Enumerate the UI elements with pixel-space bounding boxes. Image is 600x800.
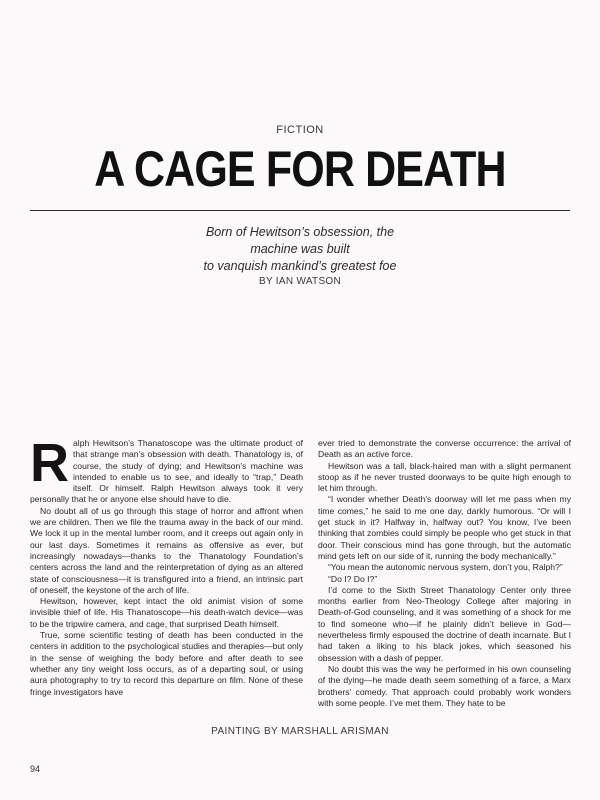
body-paragraph: “Do I? Do I?”	[328, 573, 378, 584]
title-rule	[30, 210, 570, 211]
body-paragraph: Hewitson was a tall, black-haired man with a slight permanent stoop as if he never trusted doorways to be quite high enough to let him through.	[318, 460, 571, 494]
body-column-left	[30, 433, 303, 698]
body-column-right	[318, 438, 571, 709]
illustration-credit: PAINTING BY MARSHALL ARISMAN	[211, 726, 389, 737]
deck-line: machine was built	[250, 242, 350, 256]
body-paragraph: “You mean the autonomic nervous system, don’t you, Ralph?”	[328, 562, 563, 573]
page-number: 94	[30, 764, 41, 774]
deck-line: to vanquish mankind’s greatest foe	[203, 259, 397, 273]
section-label: FICTION	[276, 124, 324, 136]
body-paragraph: No doubt this was the way he performed in his own counseling of the dying—he made death seem something of a farce, a Marx brothers’ comedy. That approach could probably work wonders with some people. I’ve met them. They hate to be	[318, 663, 571, 708]
article-title: A CAGE FOR DEATH	[94, 141, 506, 197]
body-paragraph: “I wonder whether Death’s doorway will let me pass when my time comes,” he said to me one day, darkly humorous. “Or will I get stuck in it? Halfway in, halfway out? You know, I’ve been thinking that zombies could simply be people who get stuck in that door. Their conscious mind has gone through, but the automatic mind gets left on our side of it, running the body mechanically.”	[318, 494, 571, 561]
drop-cap: R	[30, 433, 69, 493]
body-paragraph	[30, 433, 303, 506]
body-paragraph: I’d come to the Sixth Street Thanatology Center only three months earlier from Neo-Theology College after majoring in Death-of-God counseling, and it was something of a shock for me to find someone who—if he plainly didn’t believe in God—nevertheless firmly espoused the doctrine of death incarnate. But I had taken a liking to his black jokes, which seasoned his obsession with a dash of pepper.	[318, 584, 571, 663]
byline: BY IAN WATSON	[258, 276, 342, 287]
article-deck	[0, 224, 600, 275]
body-paragraph: Hewitson, however, kept intact the old animist vision of some invisible thief of life. His Thanatoscope—his death-watch device—was to be the tripwire camera, and cage, that surprised Death himself.	[30, 596, 303, 629]
deck-line: Born of Hewitson’s obsession, the	[205, 225, 395, 239]
body-paragraph: ever tried to demonstrate the converse occurrence: the arrival of Death as an active force.	[318, 438, 571, 460]
paragraph-text: alph Hewitson’s Thanatoscope was the ultimate product of that strange man’s obsession with death. Thanatology is, of course, the study of dying; and Hewitson’s machine was intended to enable us to see, and ideally to “trap,” Death itself. Or himself. Ralph Hewitson always took it very personally that he or anyone else should have to die.	[30, 438, 303, 505]
body-paragraph: No doubt all of us go through this stage of horror and affront when we are children. Then we file the trauma away in the back of our mind. We lock it up in the mental lumber room, and it creeps out again only in our last days. Sometimes it remains as offensive as ever, but increasingly nowadays—thanks to the Thanatology Foundation’s centers across the land and the reinterpretation of dying as an altered state of consciousness—it is transfigured into a friend, an intrinsic part of oneself, the keystone of the arch of life.	[30, 505, 303, 595]
body-paragraph: True, some scientific testing of death has been conducted in the centers in addition to the psychological studies and therapies—but only in the sense of weighing the body before and after death to see whether any tiny weight loss occurs, as of a departing soul, or using aura photography to try to record this departure on film. None of these fringe investigators have	[30, 630, 303, 697]
